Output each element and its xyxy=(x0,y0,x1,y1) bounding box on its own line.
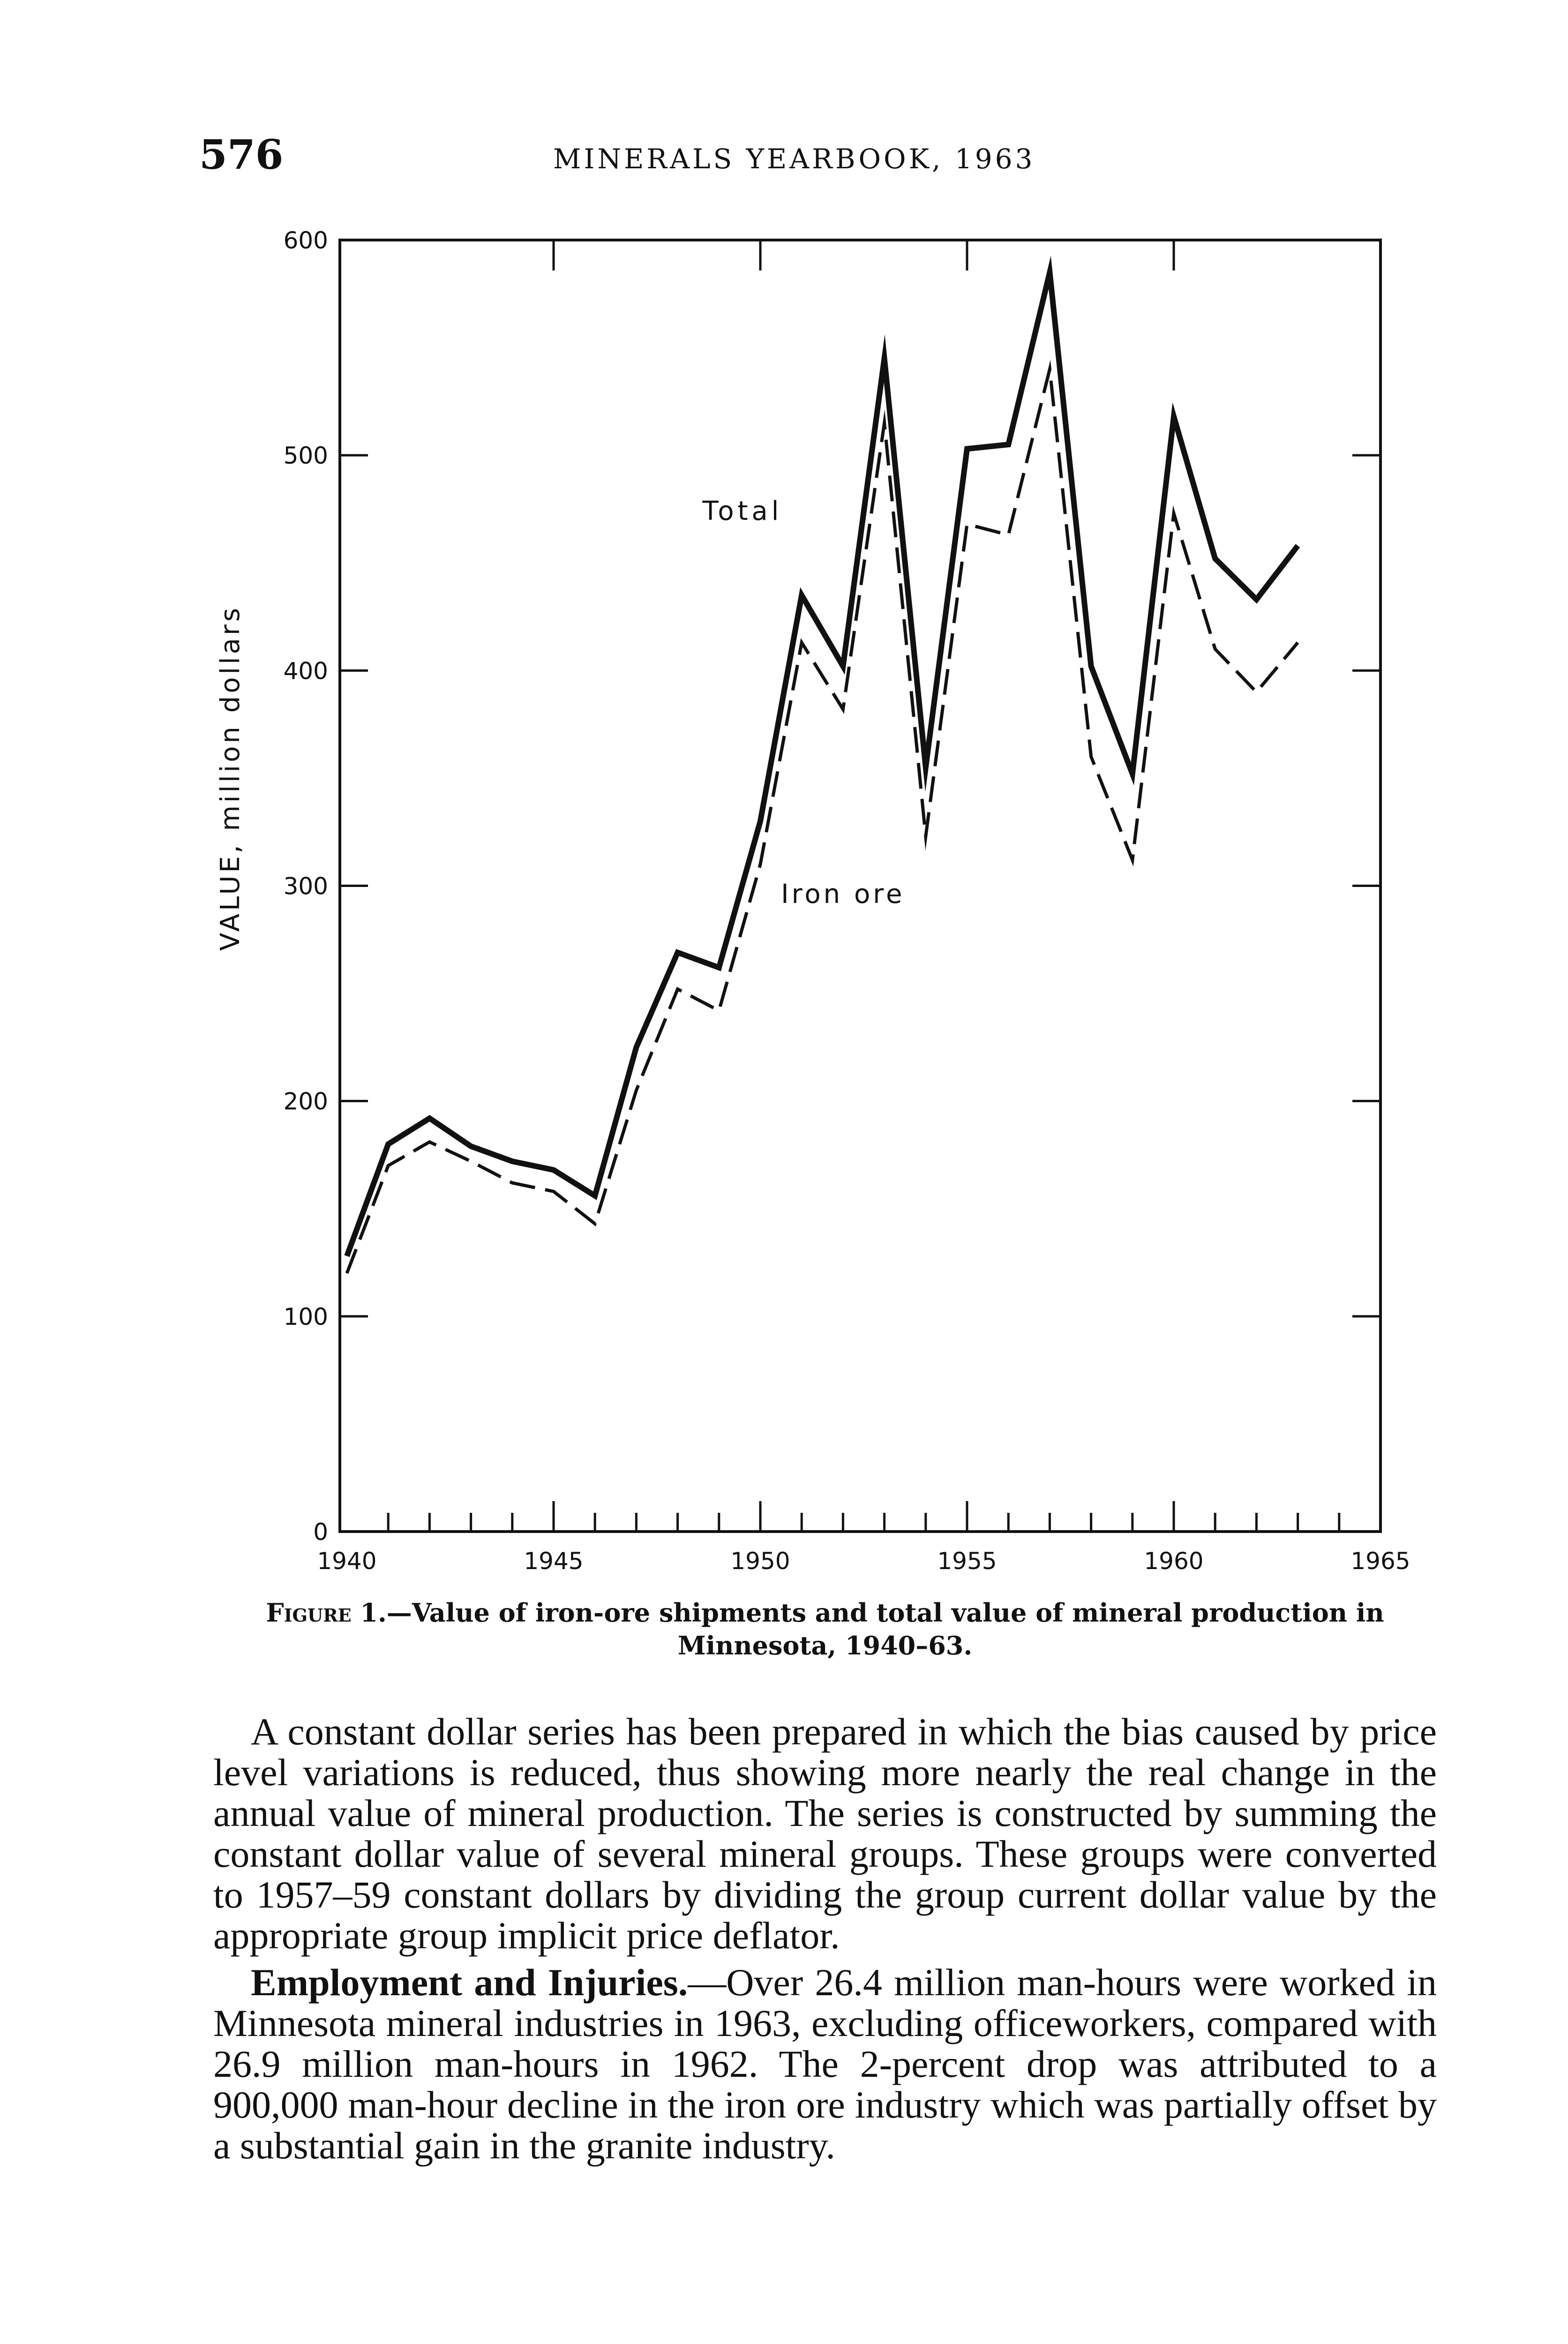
paragraph-employment-text: —Over 26.4 million man-hours were worked in Minnesota mineral industries in 1963, excluding officeworkers, compared with 26.9 million man-hours in 1962. The 2-percent drop was attributed to a 900,000 man-hour decline in the iron ore industry which was partially offset by a substantial gain in the granite industry. xyxy=(213,1961,1437,2167)
x-tick-label: 1960 xyxy=(1144,1548,1204,1575)
x-tick-label: 1940 xyxy=(317,1548,377,1575)
x-tick-label: 1955 xyxy=(937,1548,997,1575)
y-axis-label: VALUE, million dollars xyxy=(215,605,246,951)
paragraph-employment xyxy=(213,1962,1437,2166)
figure-label: Figure 1. xyxy=(266,1598,387,1628)
line-chart xyxy=(178,220,1425,1580)
x-tick-label: 1965 xyxy=(1350,1548,1410,1575)
series-label-iron-ore: Iron ore xyxy=(781,879,905,910)
y-tick-label: 400 xyxy=(283,657,328,685)
series-line-iron-ore xyxy=(347,369,1298,1274)
series-line-total xyxy=(347,272,1298,1256)
chart-series xyxy=(347,272,1298,1273)
running-head: MINERALS YEARBOOK, 1963 xyxy=(553,143,1035,175)
y-tick-label: 300 xyxy=(283,872,328,900)
figure-caption-text: —Value of iron-ore shipments and total value of mineral production in Minnesota, 1940–63. xyxy=(386,1598,1384,1660)
x-tick-label: 1950 xyxy=(730,1548,790,1575)
y-tick-label: 100 xyxy=(283,1303,328,1330)
y-tick-label: 200 xyxy=(283,1088,328,1115)
y-tick-label: 500 xyxy=(283,442,328,470)
y-tick-label: 600 xyxy=(283,227,328,254)
chart-series-labels xyxy=(702,496,905,909)
x-tick-label: 1945 xyxy=(524,1548,584,1575)
page-number: 576 xyxy=(199,131,284,179)
paragraph-constant-dollar: A constant dollar series has been prepared in which the bias caused by price level variations is reduced, thus showing more nearly the real change in the annual value of mineral production. The series is constructed by summing the constant dollar value of several mineral groups. These groups were converted to 1957–59 constant dollars by dividing the group current dollar value by the appropriate group implicit price deflator. xyxy=(213,1710,1437,1957)
figure-caption xyxy=(213,1596,1437,1662)
series-label-total: Total xyxy=(702,496,783,526)
paragraph-heading: Employment and Injuries. xyxy=(251,1961,688,2004)
y-tick-label: 0 xyxy=(313,1518,328,1546)
